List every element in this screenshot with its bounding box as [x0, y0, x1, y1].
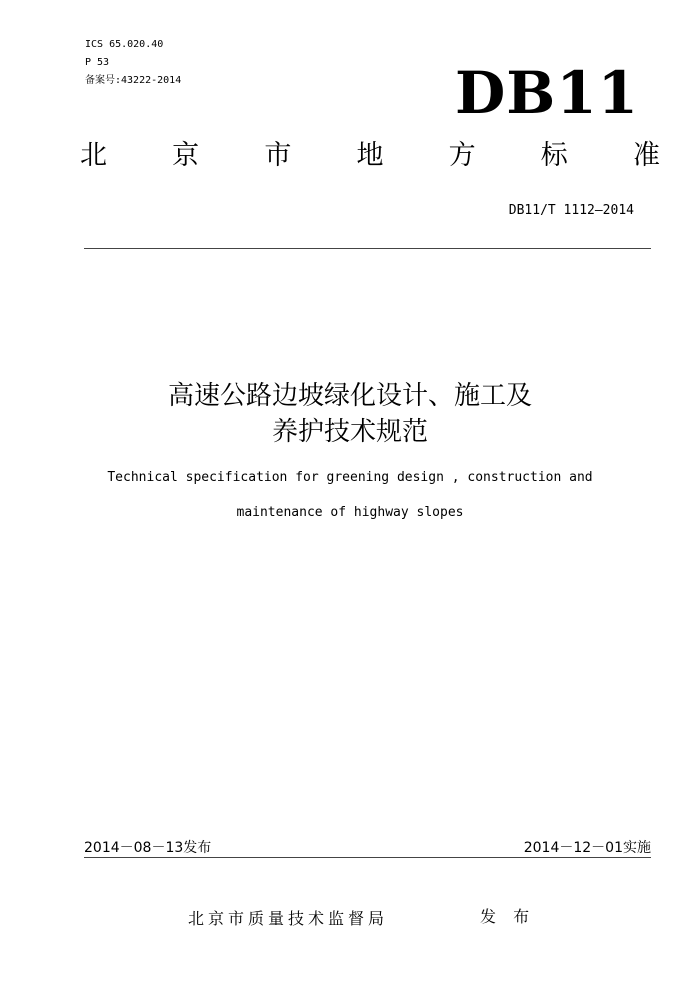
publish-label: 发 布 — [480, 907, 536, 926]
standard-number: DB11/T 1112—2014 — [508, 203, 634, 218]
standard-type-char: 准 — [632, 140, 660, 171]
filing-number: 备案号:43222-2014 — [85, 75, 182, 86]
header-divider — [84, 248, 651, 249]
chinese-title-line-1: 高速公路边坡绿化设计、施工及 — [167, 381, 532, 411]
standard-type-char: 地 — [356, 140, 384, 171]
standard-type-char: 标 — [540, 140, 568, 171]
standard-type-char: 北 — [80, 140, 107, 171]
standard-type-char: 京 — [172, 140, 200, 171]
publisher-name: 北京市质量技术监督局 — [188, 909, 389, 928]
chinese-title — [50, 378, 650, 450]
issue-date: 2014－08－13发布 — [84, 840, 212, 856]
english-title — [50, 460, 650, 530]
english-title-line-2: maintenance of highway slopes — [236, 505, 464, 520]
ics-code: ICS 65.020.40 — [85, 39, 164, 50]
standard-type-char: 市 — [264, 140, 292, 171]
standard-type-title — [80, 136, 660, 176]
implementation-date: 2014－12－01实施 — [523, 840, 651, 856]
footer-divider — [84, 857, 651, 858]
classification-code: P 53 — [85, 57, 110, 68]
document-codes — [85, 36, 181, 90]
db11-logo: DB11 — [455, 59, 640, 127]
chinese-title-line-2: 养护技术规范 — [271, 417, 428, 447]
standard-type-char: 方 — [448, 140, 476, 171]
english-title-line-1: Technical specification for greening design , construction and — [107, 470, 593, 485]
